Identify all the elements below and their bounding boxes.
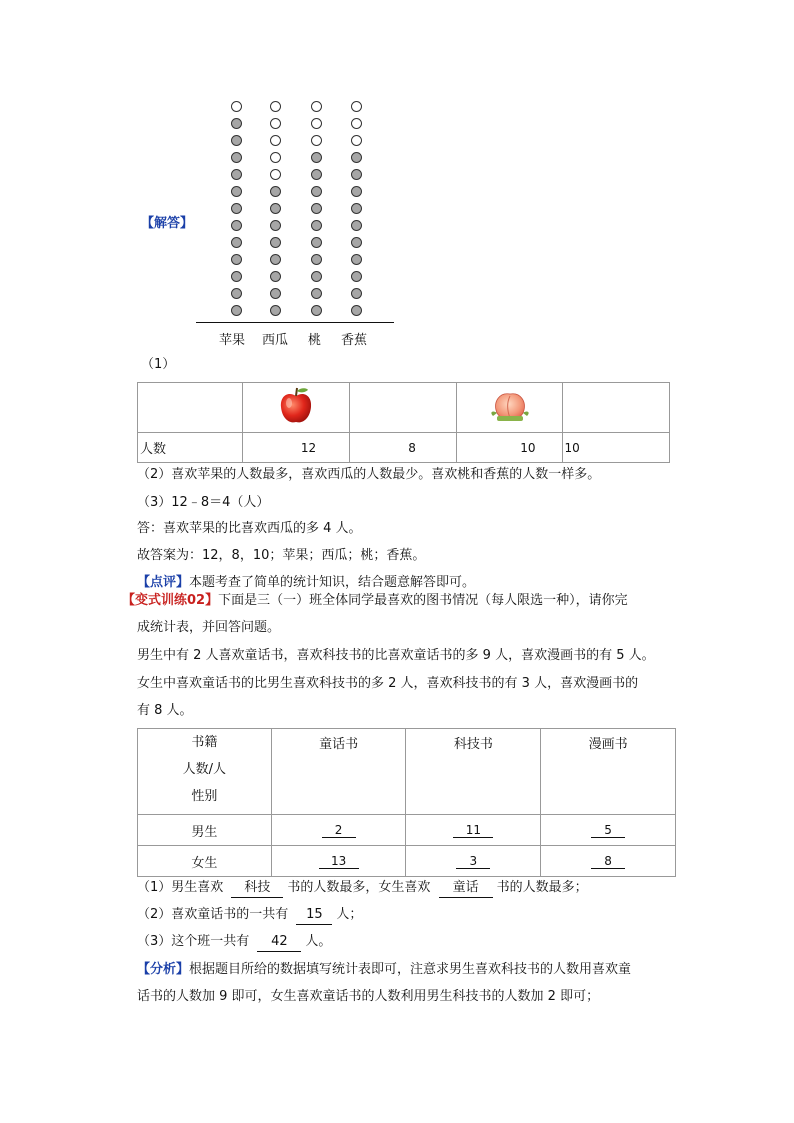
exercise-tag: 【变式训练02】 [122,593,219,608]
axis-label-apple: 苹果 [219,333,246,348]
pictograph-circle [231,135,242,146]
pictograph-circle [270,237,281,248]
pictograph-circle [231,152,242,163]
pictograph-circle [270,118,281,129]
corner-books: 书籍 [191,735,218,750]
q1-blank-1: 科技 [231,879,283,898]
pictograph-circle [270,288,281,299]
boys-science-value: 11 [453,823,493,838]
question-1 [137,879,588,898]
part3-text: （3）12﹣8＝4（人） [137,495,270,510]
q1-blank-2: 童话 [439,879,493,898]
pictograph-circle [270,101,281,112]
pictograph-circle [311,169,322,180]
pictograph-circle [351,203,362,214]
header-science: 科技书 [406,729,541,815]
corner-count: 人数/人 [182,762,227,777]
fruit-table [137,382,670,463]
watermelon-count: 8 [408,440,416,455]
fruit-table-watermelon-cell [350,383,457,433]
pictograph-circle [231,254,242,265]
pictograph-circle [351,288,362,299]
pictograph-circle [311,254,322,265]
pictograph-circle [351,186,362,197]
apple-icon [278,386,314,426]
pictograph-circle [351,220,362,231]
fruit-table-banana-cell [563,383,670,433]
analysis-tag: 【分析】 [137,962,190,977]
axis-label-banana: 香蕉 [341,333,368,348]
pictograph-circle [311,203,322,214]
pictograph-circle [270,203,281,214]
analysis-text-1: 根据题目所给的数据填写统计表即可，注意求男生喜欢科技书的人数用喜欢童 [189,962,632,977]
pictograph-circle [270,271,281,282]
pictograph-circle [311,101,322,112]
axis-label-peach: 桃 [308,333,322,348]
pictograph-circle [311,152,322,163]
girls-info-1: 女生中喜欢童话书的比男生喜欢科技书的多 2 人，喜欢科技书的有 3 人，喜欢漫画书的 [137,676,639,691]
girls-comic-value: 8 [591,854,625,869]
girls-science-value: 3 [456,854,490,869]
analysis-line-1 [137,961,631,979]
pictograph-circle [351,237,362,248]
pictograph-circle [231,271,242,282]
review-tag: 【点评】 [137,575,190,590]
axis-label-watermelon: 西瓜 [262,333,289,348]
pictograph-circle [311,237,322,248]
q1-part-b: 书的人数最多，女生喜欢 [287,880,431,895]
part2-text: （2）喜欢苹果的人数最多，喜欢西瓜的人数最少。喜欢桃和香蕉的人数一样多。 [137,467,601,482]
part1-label: （1） [141,357,176,372]
fruit-table-apple-cell [243,383,350,433]
banana-count: 10 [564,440,580,455]
boys-fairy-value: 2 [322,823,356,838]
exercise-line-2: 成统计表，并回答问题。 [137,620,281,635]
pictograph-circle [351,271,362,282]
q3-part-b: 人。 [305,934,332,949]
pictograph-circle [351,305,362,316]
fruit-table-value-watermelon [350,433,457,463]
peach-icon [487,388,533,424]
fruit-table-row-label: 人数 [138,433,243,463]
pictograph-circle [351,101,362,112]
header-fairy-tale: 童话书 [271,729,406,815]
pictograph-circle [231,220,242,231]
boys-comic-cell [541,815,676,846]
girls-science-cell [406,846,541,877]
final-answer-text: 故答案为：12，8，10；苹果；西瓜；桃；香蕉。 [137,548,426,563]
pictograph-circle [270,169,281,180]
analysis-line-2: 话书的人数加 9 即可，女生喜欢童话书的人数利用男生科技书的人数加 2 即可； [137,989,600,1004]
q2-part-b: 人； [336,907,363,922]
q2-blank: 15 [296,906,332,925]
q2-part-a: （2）喜欢童话书的一共有 [137,907,289,922]
q3-blank: 42 [257,933,301,952]
solution-label: 【解答】 [141,216,194,231]
pictograph-circle [270,186,281,197]
boys-comic-value: 5 [591,823,625,838]
fruit-table-peach-cell [456,383,563,433]
pictograph-circle [311,186,322,197]
review-text: 本题考查了简单的统计知识，结合题意解答即可。 [189,575,476,590]
boys-info: 男生中有 2 人喜欢童话书，喜欢科技书的比喜欢童话书的多 9 人，喜欢漫画书的有 5 人。 [137,648,655,663]
fruit-table-value-banana [563,433,670,463]
pictograph-circle [311,271,322,282]
exercise-line-1 [122,592,628,610]
pictograph-circle [270,305,281,316]
q1-part-a: （1）男生喜欢 [137,880,224,895]
pictograph-circle [351,118,362,129]
header-comic: 漫画书 [541,729,676,815]
girls-info-2: 有 8 人。 [137,703,193,718]
question-3 [137,933,331,952]
pictograph-circle [311,288,322,299]
pictograph-circle [231,169,242,180]
pictograph-circle [351,254,362,265]
pictograph-circle [270,135,281,146]
pictograph-circle [270,220,281,231]
pictograph-circle [231,186,242,197]
pictograph-circle [351,152,362,163]
pictograph-circle [351,135,362,146]
review-line [137,574,475,592]
girls-comic-cell [541,846,676,877]
boys-fairy-cell [271,815,406,846]
pictograph-circle [270,152,281,163]
book-table [137,728,676,877]
q1-part-c: 书的人数最多； [496,880,588,895]
apple-count: 12 [300,440,317,455]
pictograph-circle [270,254,281,265]
pictograph-circle [231,305,242,316]
pictograph-circle [231,118,242,129]
pictograph-circle [231,237,242,248]
chart-baseline [196,322,394,323]
pictograph-circle [311,118,322,129]
question-2 [137,906,362,925]
girls-fairy-cell [271,846,406,877]
girls-fairy-value: 13 [319,854,359,869]
q3-part-a: （3）这个班一共有 [137,934,250,949]
answer-text: 答：喜欢苹果的比喜欢西瓜的多 4 人。 [137,521,362,536]
pictograph-circle [231,288,242,299]
pictograph-circle [311,135,322,146]
row-label-girls: 女生 [138,846,272,877]
pictograph-circle [311,220,322,231]
pictograph-circle [231,203,242,214]
fruit-table-value-apple [243,433,350,463]
fruit-table-corner [138,383,243,433]
exercise-text-1: 下面是三（一）班全体同学最喜欢的图书情况（每人限选一种），请你完 [218,593,628,608]
peach-count: 10 [520,440,536,455]
fruit-table-value-peach [456,433,563,463]
pictograph-circle [231,101,242,112]
boys-science-cell [406,815,541,846]
pictograph-circle [311,305,322,316]
pictograph-circle [351,169,362,180]
row-label-boys: 男生 [138,815,272,846]
corner-gender: 性别 [191,789,218,804]
book-table-corner [138,729,272,815]
